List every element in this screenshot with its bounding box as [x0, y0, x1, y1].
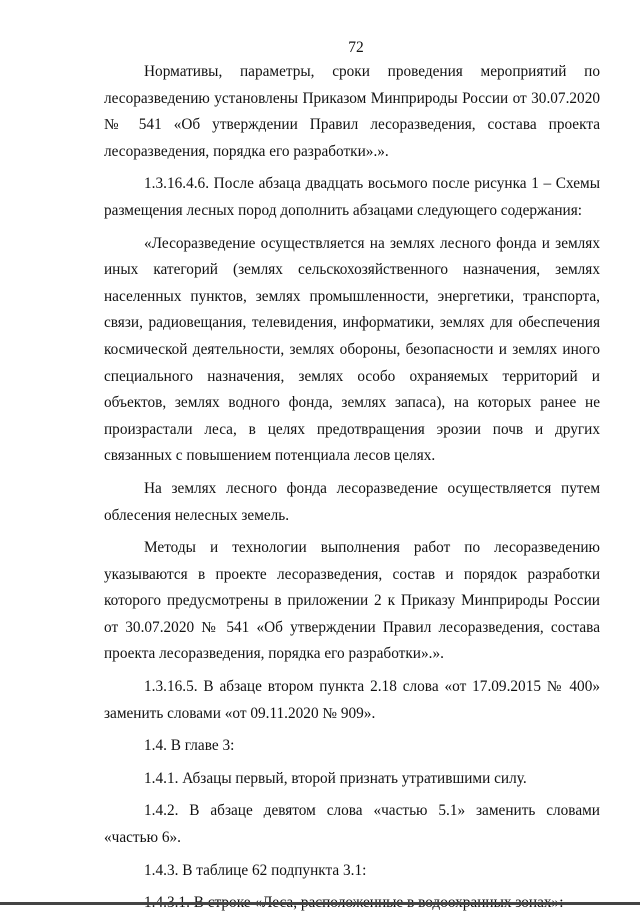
paragraph-forest-fund: На землях лесного фонда лесоразведение осуществляется путем облесения нелесных земель. — [104, 479, 600, 524]
paragraph-norms: Нормативы, параметры, сроки проведения мероприятий по лесоразведению установлены Приказом Минприроды России от 30.07.2020 № 541 «Об утверждении Правил лесоразведения, состава проекта лесоразведения, порядка его разработки».». — [104, 63, 600, 160]
paragraph-1-3-16-5: 1.3.16.5. В абзаце втором пункта 2.18 слова «от 17.09.2015 № 400» заменить словами «от 09.11.2020 № 909». — [104, 678, 600, 722]
document-body — [104, 59, 600, 917]
page-number: 72 — [348, 39, 364, 56]
paragraph-1-3-16-4-6: 1.3.16.4.6. После абзаца двадцать восьмого после рисунка 1 – Схемы размещения лесных пород дополнить абзацами следующего содержания: — [104, 175, 600, 219]
paragraph-methods: Методы и технологии выполнения работ по лесоразведению указываются в проекте лесоразведения, состав и порядок разработки которого предусмотрены в приложении 2 к Приказу Минприроды России от 30.07.2020 № 541 «Об утверждении Правил лесоразведения, состава проекта лесоразведения, порядка его разработки».». — [104, 539, 600, 663]
paragraph-afforestation-lands: «Лесоразведение осуществляется на землях лесного фонда и землях иных категорий (землях сельскохозяйственного назначения, землях населенных пунктов, землях промышленности, энергетики, транспорта, связи, радиовещания, телевидения, информатики, землях для обеспечения космической деятельности, землях обороны, безопасности и землях иного специального назначения, землях особо охраняемых территорий и объектов, землях водного фонда, землях запаса), на которых ранее не произрастали леса, в целях предотвращения эрозии почв и других связанных с повышением потенциала лесов целях. — [104, 234, 600, 465]
paragraph-1-4-1: 1.4.1. Абзацы первый, второй признать утратившими силу. — [144, 769, 527, 787]
paragraph-1-4-2: 1.4.2. В абзаце девятом слова «частью 5.1» заменить словами «частью 6». — [104, 802, 600, 847]
paragraph-1-4: 1.4. В главе 3: — [144, 737, 235, 755]
paragraph-1-4-3: 1.4.3. В таблице 62 подпункта 3.1: — [144, 861, 367, 879]
